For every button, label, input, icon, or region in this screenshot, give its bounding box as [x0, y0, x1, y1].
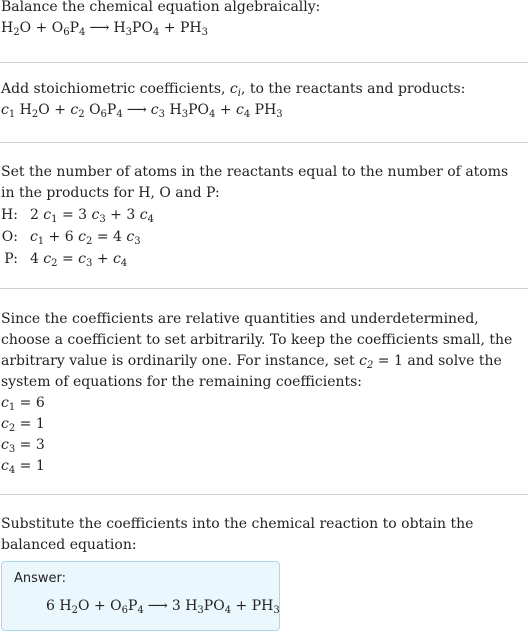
solution-list	[1, 393, 526, 477]
chemical-formula	[169, 102, 215, 118]
subscript: 2	[13, 27, 20, 38]
subscript: 3	[125, 27, 133, 38]
equals-sign: =	[15, 395, 36, 411]
section-add-coefficients	[1, 79, 526, 121]
atom-equation	[30, 204, 154, 226]
product-species	[113, 20, 159, 36]
coefficient-variable	[236, 102, 250, 118]
variable-subscript: 4	[243, 109, 251, 120]
variable-subscript: 4	[8, 465, 16, 476]
variable: c	[1, 458, 9, 474]
coefficient: 6	[64, 228, 79, 245]
variable-subscript: 1	[8, 109, 16, 120]
coefficient-variable	[70, 102, 84, 118]
subscript: 4	[224, 605, 232, 616]
variable: c	[78, 250, 86, 267]
element-symbol: PH	[254, 102, 277, 118]
chemical-formula	[180, 20, 208, 36]
chemical-formula	[59, 598, 89, 614]
intro-text-3: Set the number of atoms in the reactants equal to the number of atoms in the products for H, O and P:	[1, 164, 509, 201]
element-symbol: H	[1, 20, 14, 36]
subscript: 4	[152, 27, 160, 38]
element-symbol: O	[51, 20, 64, 36]
intro-variable-subscript: 2	[366, 360, 374, 371]
variable-subscript: 2	[51, 257, 58, 269]
element-symbol: O	[89, 102, 101, 118]
coefficient: 3	[171, 598, 181, 614]
element-symbol: PH	[251, 598, 274, 614]
solution-row	[1, 456, 526, 477]
plus-sign: +	[159, 20, 180, 36]
chemical-formula	[110, 598, 144, 614]
coefficient: 2	[29, 206, 44, 223]
variable: c	[113, 250, 121, 267]
chemical-formula	[185, 598, 231, 614]
element-symbol: H	[59, 598, 72, 614]
variable: c	[1, 395, 9, 411]
variable: c	[1, 437, 9, 453]
element-symbol: P	[106, 102, 117, 118]
element-symbol: H	[169, 102, 182, 118]
variable: c	[235, 102, 244, 118]
product-species	[180, 20, 208, 36]
solution-value: 1	[35, 416, 45, 432]
intro-prefix: Add stoichiometric coefficients,	[1, 81, 230, 97]
solution-value: 3	[35, 437, 45, 453]
chemical-formula	[1, 20, 31, 36]
variable-subscript: 2	[8, 423, 16, 434]
atom-equation-row	[1, 248, 154, 270]
section-substitute	[1, 514, 526, 556]
coefficient: 6	[46, 598, 55, 614]
element-symbol: H	[113, 20, 126, 36]
element-symbol: PO	[203, 598, 225, 614]
variable-subscript: 2	[78, 109, 85, 120]
variable: c	[43, 206, 52, 223]
variable-subscript: 3	[8, 444, 16, 455]
element-symbol: O	[38, 102, 50, 118]
element-symbol: P	[127, 598, 138, 614]
variable-subscript: 4	[120, 257, 128, 269]
atom-equation-row	[1, 226, 154, 248]
variable: c	[1, 416, 9, 432]
subscript: 2	[31, 109, 39, 120]
variable-subscript: 3	[99, 213, 106, 225]
reactant-species	[46, 598, 89, 614]
plus-sign: +	[89, 598, 111, 614]
intro-before: Since the coefficients are relative quantities and underdetermined, choose a coefficient to set arbitrarily. To keep the coefficients small, the arbitrary value is ordinarily one. For instance, set	[1, 311, 513, 369]
intro-variable-subscript: i	[237, 88, 241, 99]
product-species	[172, 598, 231, 614]
equals-sign: =	[15, 458, 36, 474]
atom-equations-table	[1, 204, 154, 270]
subscript: 2	[71, 605, 78, 616]
element-symbol: H	[185, 598, 198, 614]
product-species	[236, 102, 283, 118]
equals-sign: =	[15, 416, 36, 432]
subscript: 4	[116, 109, 123, 120]
answer-label: Answer:	[14, 571, 67, 586]
variable: c	[29, 228, 38, 245]
equals-sign: =	[57, 206, 79, 223]
element-symbol: O	[77, 598, 90, 614]
divider	[0, 494, 528, 495]
divider	[0, 142, 528, 143]
reaction-arrow: ⟶	[126, 102, 147, 118]
variable: c	[126, 228, 135, 245]
coefficient: 4	[113, 228, 127, 245]
variable-subscript: 2	[86, 235, 93, 247]
element-label: P:	[4, 250, 18, 267]
divider	[0, 288, 528, 289]
atom-equation-row	[1, 204, 154, 226]
subscript: 4	[208, 109, 216, 120]
reactant-species	[1, 20, 31, 36]
balanced-equation	[46, 598, 280, 614]
plus-sign: +	[105, 206, 127, 223]
reactant-species	[70, 102, 122, 118]
coefficient-variable	[151, 102, 165, 118]
coefficient-variable	[1, 102, 15, 118]
element-label: H:	[1, 206, 18, 223]
reaction-arrow: ⟶	[89, 20, 110, 36]
section-atom-equations	[1, 162, 526, 270]
intro-text-2	[1, 79, 526, 100]
atom-equation	[30, 226, 154, 248]
plus-sign: +	[92, 250, 114, 267]
coefficient: 3	[78, 206, 92, 223]
element-symbol: PH	[179, 20, 202, 36]
equals-sign: =	[15, 437, 36, 453]
subscript: 3	[181, 109, 189, 120]
element-symbol: O	[110, 598, 122, 614]
intro-suffix: , to the reactants and products:	[240, 81, 466, 97]
variable-subscript: 4	[147, 213, 154, 225]
solution-row	[1, 414, 526, 435]
variable-subscript: 1	[51, 213, 58, 225]
intro-after: and solve the system of equations for the remaining coefficients:	[1, 353, 502, 390]
atom-equation	[30, 248, 154, 270]
subscript: 4	[137, 605, 144, 616]
element-label: O:	[1, 228, 18, 245]
solution-value: 6	[35, 395, 45, 411]
solution-row	[1, 435, 526, 456]
intro-text-1: Balance the chemical equation algebraically:	[1, 0, 321, 15]
variable: c	[1, 102, 9, 118]
element-symbol: PO	[132, 20, 153, 36]
intro-text-4	[1, 309, 526, 393]
plus-sign: +	[215, 102, 236, 118]
element-symbol: PO	[188, 102, 209, 118]
chemical-formula	[113, 20, 159, 36]
intro-variable: c	[229, 81, 238, 97]
variable-subscript: 1	[8, 402, 16, 413]
subscript: 6	[121, 605, 128, 616]
solution-row	[1, 393, 526, 414]
equals-sign: =	[92, 228, 114, 245]
chemical-formula	[20, 102, 50, 118]
intro-equals-one: = 1	[373, 353, 403, 369]
variable: c	[78, 228, 86, 245]
unbalanced-equation	[1, 18, 526, 39]
intro-variable: c	[359, 353, 367, 369]
variable-subscript: 3	[134, 235, 141, 247]
variable: c	[70, 102, 79, 118]
solution-value: 1	[35, 458, 45, 474]
element-symbol: O	[19, 20, 32, 36]
divider	[0, 62, 528, 63]
variable-subscript: 3	[86, 257, 93, 269]
variable-subscript: 3	[158, 109, 166, 120]
subscript: 4	[79, 27, 86, 38]
coefficient-equation	[1, 100, 526, 121]
section-solve	[1, 309, 526, 477]
answer-box	[1, 561, 280, 631]
subscript: 6	[100, 109, 107, 120]
coefficient: 3	[126, 206, 140, 223]
reactant-species	[52, 20, 86, 36]
plus-sign: +	[44, 228, 65, 245]
variable: c	[150, 102, 159, 118]
subscript: 6	[63, 27, 70, 38]
element-symbol: H	[19, 102, 32, 118]
element-symbol: P	[69, 20, 79, 36]
product-species	[151, 102, 216, 118]
chemical-formula	[255, 102, 283, 118]
subscript: 3	[197, 605, 204, 616]
intro-text-5: Substitute the coefficients into the chemical reaction to obtain the balanced equation:	[1, 516, 474, 553]
subscript: 3	[273, 605, 280, 616]
variable: c	[91, 206, 100, 223]
plus-sign: +	[231, 598, 252, 614]
equals-sign: =	[57, 250, 79, 267]
coefficient: 4	[29, 250, 44, 267]
chemical-formula	[252, 598, 280, 614]
plus-sign: +	[49, 102, 71, 118]
reactant-species	[110, 598, 144, 614]
variable-subscript: 1	[37, 235, 45, 247]
plus-sign: +	[31, 20, 52, 36]
subscript: 3	[276, 109, 283, 120]
subscript: 3	[201, 27, 208, 38]
section-balance-intro	[1, 0, 526, 39]
chemical-formula	[89, 102, 123, 118]
variable: c	[43, 250, 52, 267]
chemical-formula	[52, 20, 86, 36]
reactant-species	[1, 102, 50, 118]
product-species	[252, 598, 280, 614]
variable: c	[139, 206, 148, 223]
reaction-arrow: ⟶	[147, 598, 168, 614]
